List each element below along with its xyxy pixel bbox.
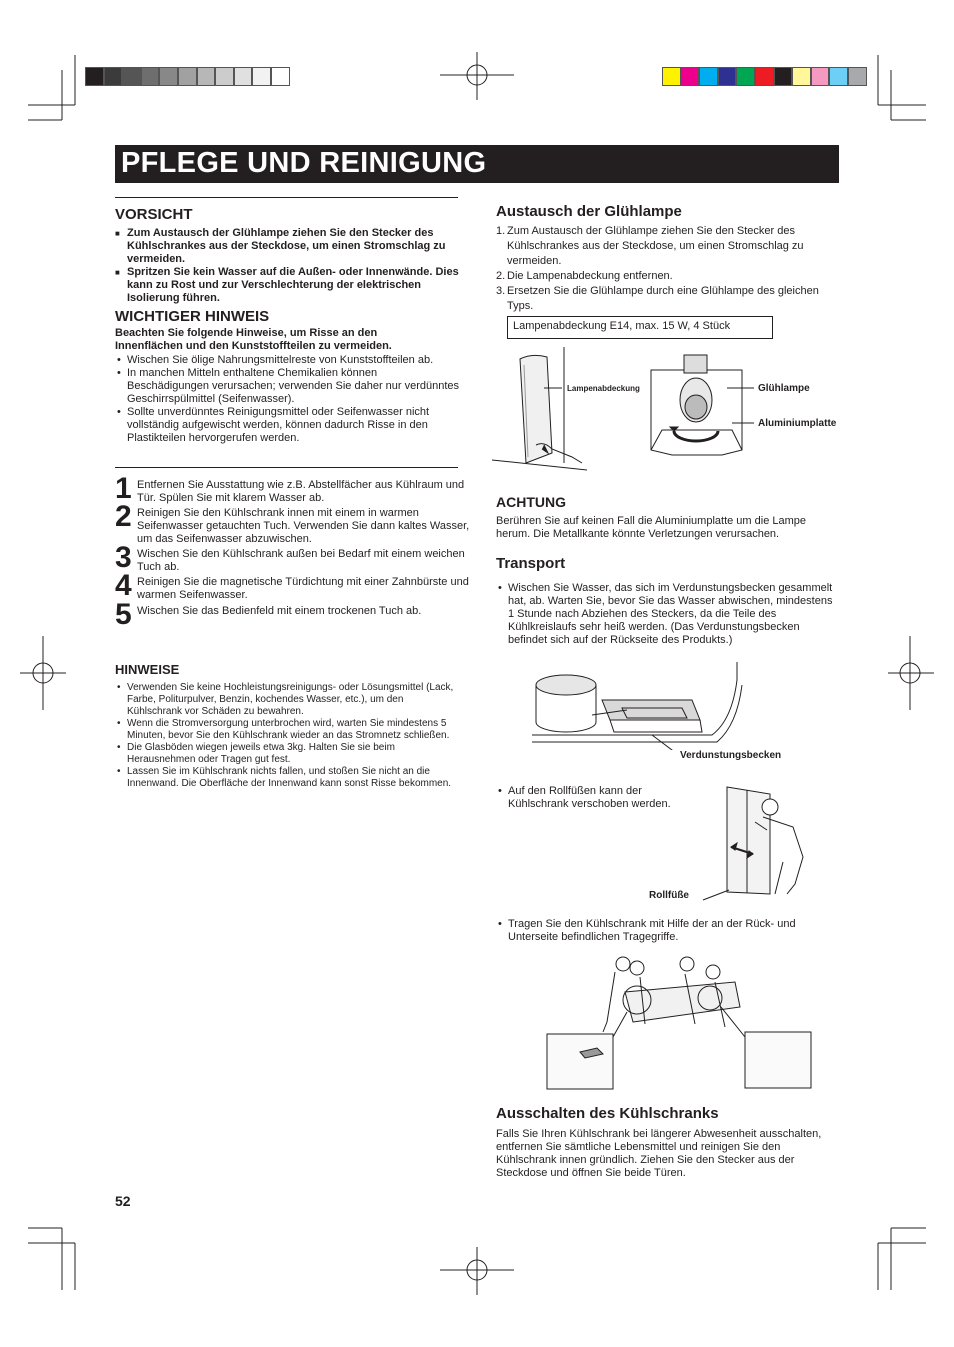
color-swatch — [774, 67, 793, 86]
color-swatch — [104, 67, 123, 86]
vorsicht-list — [115, 227, 460, 305]
list-item: • Die Glasböden wiegen jeweils etwa 3kg. Halten Sie sie beim Herausnehmen oder Tragen gut fest. — [115, 742, 455, 766]
color-swatch — [252, 67, 271, 86]
item-number: 2. — [496, 270, 506, 282]
color-swatch — [755, 67, 774, 86]
list-item: • Tragen Sie den Kühlschrank mit Hilfe der an der Rück- und Unterseite befindlichen Tragegriffe. — [496, 918, 841, 944]
list-item: • Lassen Sie im Kühlschrank nichts fallen, und stoßen Sie nicht an die Innenwand. Die Oberfläche der Innenwand kann sonst Risse bekommen. — [115, 766, 455, 790]
item-text: Zum Austausch der Glühlampe ziehen Sie den Stecker des Kühlschrankes aus der Steckdose, um einen Stromschlag zu vermeiden. — [507, 225, 804, 267]
wichtiger-hinweis-intro: Beachten Sie folgende Hinweise, um Risse an den Innenflächen und den Kunststoffteilen zu vermeiden. — [115, 327, 392, 352]
rolling-feet-illustration — [695, 782, 815, 907]
ausschalten-heading: Ausschalten des Kühlschranks — [496, 1105, 719, 1122]
step-text: Reinigen Sie den Kühlschrank innen mit einem in warmen Seifenwasser getauchten Tuch. Verwenden Sie dann kaltes Wasser, um das Seifenwasser abzuwischen. — [137, 507, 470, 545]
carrying-illustration — [545, 952, 815, 1092]
transport-list-1 — [496, 582, 841, 647]
color-swatch — [178, 67, 197, 86]
list-item: • Sollte unverdünntes Reinigungsmittel oder Seifenwasser nicht vollständig aufgewischt werden, können dadurch Risse in den Plastikteilen hervorgerufen werden. — [115, 406, 460, 445]
color-swatch — [85, 67, 104, 86]
lamp-spec-box: Lampenabdeckung E14, max. 15 W, 4 Stück — [507, 316, 773, 339]
color-swatch — [699, 67, 718, 86]
gluehlampe-heading: Austausch der Glühlampe — [496, 203, 682, 220]
divider — [115, 467, 458, 468]
list-item: • Auf den Rollfüßen kann der Kühlschrank verschoben werden. — [496, 785, 696, 811]
list-item: ■ Zum Austausch der Glühlampe ziehen Sie den Stecker des Kühlschrankes aus der Steckdose, um einen Stromschlag zu vermeiden. — [115, 227, 460, 266]
color-swatch — [662, 67, 681, 86]
label-verdunstungsbecken: Verdunstungsbecken — [680, 750, 782, 761]
transport-list-3 — [496, 918, 841, 944]
color-swatch — [141, 67, 160, 86]
page-title: PFLEGE UND REINIGUNG — [121, 147, 487, 179]
color-swatch — [736, 67, 755, 86]
achtung-text: Berühren Sie auf keinen Fall die Aluminiumplatte um die Lampe herum. Die Metallkante könnte Verletzungen verursachen. — [496, 515, 807, 540]
gluehlampe-steps — [496, 224, 838, 314]
item-number: 3. — [496, 285, 506, 297]
divider — [115, 197, 458, 198]
ausschalten-text: Falls Sie Ihren Kühlschrank bei längerer Abwesenheit ausschalten, entfernen Sie sämtliche Lebensmittel und reinigen Sie den Kühlschrank innen gründlich. Ziehen Sie den Stecker aus der Steckdose und öffnen Sie beide Türen. — [496, 1128, 822, 1179]
step-text: Wischen Sie den Kühlschrank außen bei Bedarf mit einem weichen Tuch ab. — [137, 548, 465, 573]
list-item: • Wischen Sie ölige Nahrungsmittelreste von Kunststoffteilen ab. — [115, 354, 460, 367]
color-swatch — [848, 67, 867, 86]
list-item: • In manchen Mitteln enthaltene Chemikalien können Beschädigungen verursachen; verwenden Sie daher nur verdünntes Geschirrspülmittel (Seifenwasser). — [115, 367, 460, 406]
color-swatch — [122, 67, 141, 86]
color-swatch — [718, 67, 737, 86]
label-aluminiumplatte: Aluminiumplatte — [758, 418, 837, 429]
label-gluehlampe: Glühlampe — [758, 383, 810, 394]
list-item: ■ Spritzen Sie kein Wasser auf die Außen- oder Innenwände. Dies kann zu Rost und zur Verschlechterung der elektrischen Isolierung führen. — [115, 266, 460, 305]
step-number: 1 — [115, 472, 132, 505]
hinweise-list — [115, 682, 455, 790]
color-swatch — [271, 67, 290, 86]
color-swatch — [792, 67, 811, 86]
color-swatch — [215, 67, 234, 86]
transport-list-2 — [496, 785, 696, 811]
step-number: 5 — [115, 598, 132, 631]
item-text: Die Lampenabdeckung entfernen. — [507, 270, 673, 282]
step-number: 4 — [115, 569, 132, 602]
hinweise-heading: HINWEISE — [115, 662, 180, 677]
color-swatch — [811, 67, 830, 86]
color-swatch — [829, 67, 848, 86]
label-lampenabdeckung: Lampenabdeckung — [567, 384, 640, 393]
step-number: 2 — [115, 500, 132, 533]
color-swatch — [234, 67, 253, 86]
color-swatch — [681, 67, 700, 86]
step-number: 3 — [115, 541, 132, 574]
list-item: • Wenn die Stromversorgung unterbrochen wird, warten Sie mindestens 5 Minuten, bevor Sie den Kühlschrank wieder an das Stromnetz schließen. — [115, 718, 455, 742]
color-swatch — [197, 67, 216, 86]
list-item — [496, 224, 838, 269]
list-item: • Verwenden Sie keine Hochleistungsreinigungs- oder Lösungsmittel (Lack, Farbe, Politurpulver, Benzin, kochendes Wasser, etc.), um den Kühlschrank vor Schäden zu bewahren. — [115, 682, 455, 718]
vorsicht-heading: VORSICHT — [115, 206, 193, 223]
step-text: Reinigen Sie die magnetische Türdichtung mit einer Zahnbürste und warmen Seifenwasser. — [137, 576, 469, 601]
list-item — [496, 284, 838, 314]
step-text: Wischen Sie das Bedienfeld mit einem trockenen Tuch ab. — [137, 605, 422, 617]
label-rollfuesse: Rollfüße — [649, 890, 689, 901]
item-text: Ersetzen Sie die Glühlampe durch eine Glühlampe des gleichen Typs. — [507, 285, 819, 312]
wichtiger-hinweis-list — [115, 354, 460, 445]
step-text: Entfernen Sie Ausstattung wie z.B. Abstellfächer aus Kühlraum und Tür. Spülen Sie mit klarem Wasser ab. — [137, 479, 465, 504]
color-swatch — [159, 67, 178, 86]
page-number: 52 — [115, 1193, 131, 1209]
list-item: • Wischen Sie Wasser, das sich im Verdunstungsbecken gesammelt hat, ab. Warten Sie, bevor Sie das Wasser abwischen, mindestens 1 Stunde nach Abziehen des Steckers, da die Teile des Kühlkreislaufs sehr heiß werden. (Das Verdunstungsbecken befindet sich auf der Rückseite des Produkts.) — [496, 582, 841, 647]
transport-heading: Transport — [496, 555, 566, 572]
lamp-illustration — [492, 345, 852, 480]
list-item — [496, 269, 838, 284]
item-number: 1. — [496, 225, 506, 237]
achtung-heading: ACHTUNG — [496, 494, 566, 510]
evaporation-tray-illustration — [532, 660, 752, 750]
page-title-bar — [115, 145, 839, 183]
wichtiger-hinweis-heading: WICHTIGER HINWEIS — [115, 308, 270, 325]
